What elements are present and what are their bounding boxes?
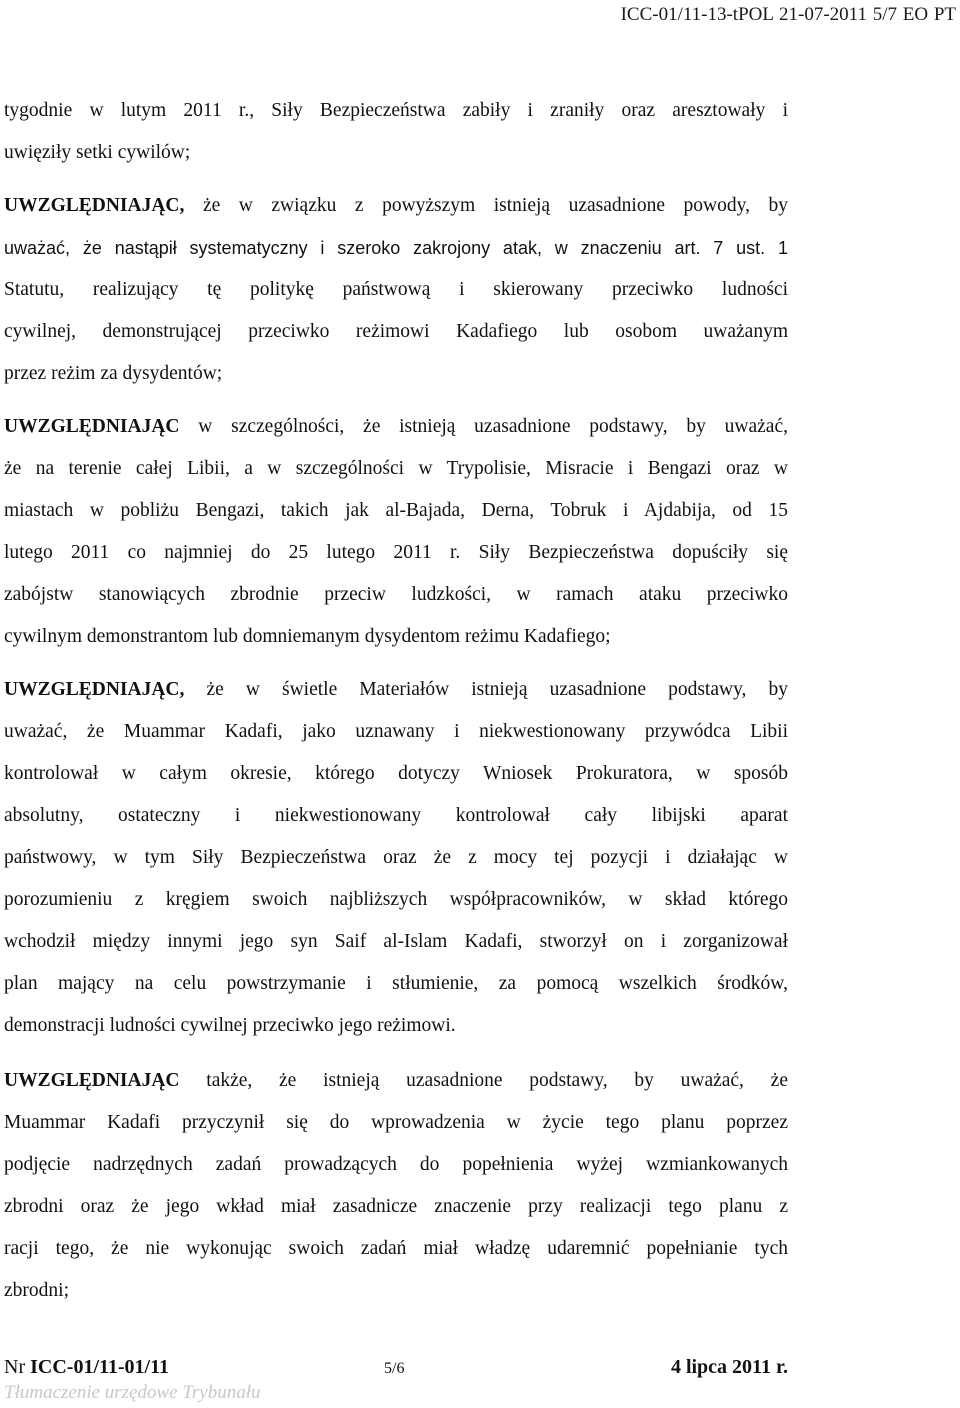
- paragraph-line: zbrodni;: [4, 1280, 69, 1301]
- document-reference-header: ICC-01/11-13-tPOL 21-07-2011 5/7 EO PT: [620, 4, 956, 25]
- paragraph-line: porozumieniu z kręgiem swoich najbliższych współpracowników, w skład którego: [4, 889, 788, 910]
- paragraph-line: UWZGLĘDNIAJĄC, że w związku z powyższym istnieją uzasadnione powody, by: [4, 195, 788, 216]
- paragraph-line: zbrodni oraz że jego wkład miał zasadnicze znaczenie przy realizacji tego planu z: [4, 1196, 788, 1217]
- paragraph-line: podjęcie nadrzędnych zadań prowadzących do popełnienia wyżej wzmiankowanych: [4, 1154, 788, 1175]
- translation-note: Tłumaczenie urzędowe Trybunału: [4, 1382, 261, 1403]
- paragraph-line: UWZGLĘDNIAJĄC, że w świetle Materiałów istnieją uzasadnione podstawy, by: [4, 679, 788, 700]
- paragraph-line: absolutny, ostateczny i niekwestionowany kontrolował cały libijski aparat: [4, 805, 788, 826]
- paragraph-line: uważać, że nastąpił systematyczny i szeroko zakrojony atak, w znaczeniu art. 7 ust. 1: [4, 238, 788, 258]
- paragraph-line: Statutu, realizujący tę politykę państwową i skierowany przeciwko ludności: [4, 279, 788, 300]
- paragraph-line: cywilnej, demonstrującej przeciwko reżimowi Kadafiego lub osobom uważanym: [4, 321, 788, 342]
- keyword-uwzgledniajac: UWZGLĘDNIAJĄC: [4, 416, 180, 437]
- paragraph-line: UWZGLĘDNIAJĄC w szczególności, że istnieją uzasadnione podstawy, by uważać,: [4, 416, 788, 437]
- keyword-uwzgledniajac: UWZGLĘDNIAJĄC: [4, 1070, 180, 1091]
- paragraph-line: lutego 2011 co najmniej do 25 lutego 2011 r. Siły Bezpieczeństwa dopuściły się: [4, 542, 788, 563]
- paragraph-line: wchodził między innymi jego syn Saif al-Islam Kadafi, stworzył on i zorganizował: [4, 931, 788, 952]
- paragraph-line: że na terenie całej Libii, a w szczególności w Trypolisie, Misracie i Bengazi oraz w: [4, 458, 788, 479]
- paragraph-line: cywilnym demonstrantom lub domniemanym dysydentom reżimu Kadafiego;: [4, 626, 611, 647]
- paragraph-line: zabójstw stanowiących zbrodnie przeciw ludzkości, w ramach ataku przeciwko: [4, 584, 788, 605]
- paragraph-line: uwięziły setki cywilów;: [4, 142, 191, 163]
- paragraph-line: przez reżim za dysydentów;: [4, 363, 223, 384]
- document-date: 4 lipca 2011 r.: [670, 1356, 788, 1378]
- paragraph-line: tygodnie w lutym 2011 r., Siły Bezpieczeństwa zabiły i zraniły oraz aresztowały i: [4, 100, 788, 121]
- page-number: 5/6: [384, 1360, 405, 1377]
- paragraph-line: UWZGLĘDNIAJĄC także, że istnieją uzasadnione podstawy, by uważać, że: [4, 1070, 788, 1091]
- keyword-uwzgledniajac: UWZGLĘDNIAJĄC,: [4, 195, 185, 216]
- paragraph-line: demonstracji ludności cywilnej przeciwko jego reżimowi.: [4, 1015, 456, 1036]
- case-number: Nr ICC-01/11-01/11: [4, 1356, 170, 1378]
- paragraph-line: państwowy, w tym Siły Bezpieczeństwa oraz że z mocy tej pozycji i działając w: [4, 847, 788, 868]
- paragraph-line: plan mający na celu powstrzymanie i stłumienie, za pomocą wszelkich środków,: [4, 973, 788, 994]
- paragraph-line: kontrolował w całym okresie, którego dotyczy Wniosek Prokuratora, w sposób: [4, 763, 788, 784]
- keyword-uwzgledniajac: UWZGLĘDNIAJĄC,: [4, 679, 185, 700]
- page-footer: [4, 1356, 788, 1406]
- paragraph-line: uważać, że Muammar Kadafi, jako uznawany i niekwestionowany przywódca Libii: [4, 721, 788, 742]
- paragraph-line: Muammar Kadafi przyczynił się do wprowadzenia w życie tego planu poprzez: [4, 1112, 788, 1133]
- paragraph-line: racji tego, że nie wykonując swoich zadań miał władzę udaremnić popełnianie tych: [4, 1238, 788, 1259]
- paragraph-line: miastach w pobliżu Bengazi, takich jak al-Bajada, Derna, Tobruk i Ajdabija, od 15: [4, 500, 788, 521]
